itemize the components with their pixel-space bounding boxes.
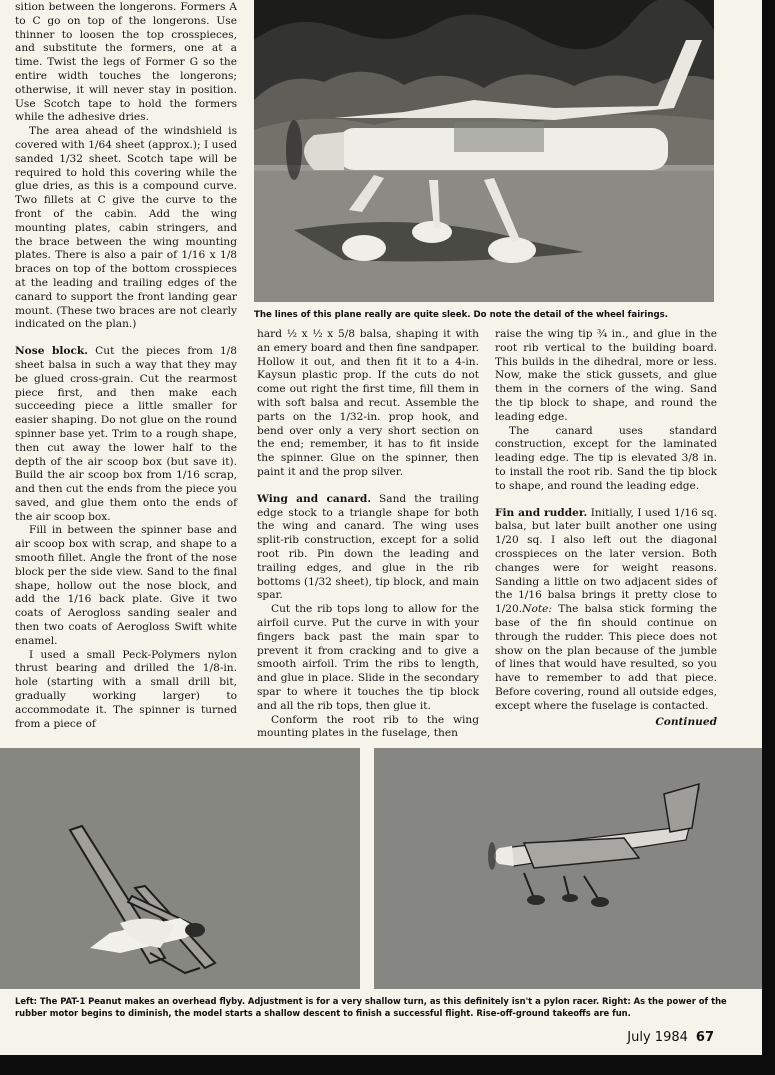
heading-wing-and-canard: Wing and canard.: [257, 492, 372, 505]
col3-note-text: The balsa stick forming the base of the fin should continue on through the rudder. This piece does not show on the plan because of the jumble of lines that would have resulted, so you have to remember to add that piece. Before covering, round all outside edges, except where the fuselage is contacted.: [495, 603, 717, 712]
col2-paragraph-wing-canard: [257, 493, 479, 603]
col3-paragraph-3-text: Initially, I used 1/16 sq. balsa, but later built another one using 1/20 sq. I also left out the diagonal crosspieces on the later version. Both changes were for weight reasons. Sanding a little on two adjacent sides of the 1/16 balsa brings it pretty close to 1/20.: [495, 506, 717, 616]
col1-paragraph-5: I used a small Peck-Polymers nylon thrust bearing and drilled the 1/8-in. hole (starting with a small drill bit, gradually working larger) to accommodate it. The spinner is turned from a piece of: [15, 648, 237, 730]
text-column-1: [15, 1, 237, 731]
col1-paragraph-1: sition between the longerons. Formers A to C go on top of the longerons. Use thinner to loosen the top crosspieces, and substitute the formers, one at a time. Twist the legs of Former G so the entire width touches the longerons; otherwise, it will never stay in position. Use Scotch tape to hold the formers while the adhesive dries.: [15, 1, 237, 124]
col1-paragraph-2: The area ahead of the windshield is covered with 1/64 sheet (approx.); I used sanded 1/32 sheet. Scotch tape will be required to hold this covering while the glue dries, as this is a compound curve. Two fillets at C give the curve to the front of the cabin. Add the wing mounting plates, cabin stringers, and the brace between the wing mounting plates. There is also a pair of 1/16 x 1/8 braces on top of the bottom crosspieces at the leading and trailing edges of the canard to support the front landing gear mount. (These two braces are not clearly indicated on the plan.): [15, 125, 237, 331]
page-footer: [627, 1030, 714, 1045]
col2-paragraph-2-text: Sand the trailing edge stock to a triangle shape for both the wing and canard. The wing uses split-rib construction, except for a solid root rib. Pin down the leading and trailing edges, and glue in the rib bottoms (1/32 sheet), tip block, and main spar.: [257, 492, 479, 602]
heading-nose-block: Nose block.: [15, 345, 88, 358]
continued-label: Continued: [655, 715, 717, 728]
note-label: Note:: [522, 603, 552, 616]
bottom-photo-caption: Left: The PAT-1 Peanut makes an overhead flyby. Adjustment is for a very shallow turn, as this definitely isn't a pylon racer. Right: As the power of the rubber motor begins to diminish, the model starts a shallow descent to finish a successful flight. Rise-off-ground takeoffs are fun.: [15, 996, 727, 1018]
text-column-3: [495, 328, 717, 729]
col1-paragraph-4: Fill in between the spinner base and air scoop box with scrap, and shape to a smooth fillet. Angle the front of the nose block per the side view. Sand to the final shape, hollow out the nose block, and add the 1/16 back plate. Give it two coats of Aerogloss sanding sealer and then two coats of Aerogloss Swift white enamel.: [15, 524, 237, 647]
photo-overhead-flyby: [0, 748, 360, 989]
heading-fin-and-rudder: Fin and rudder.: [495, 506, 588, 519]
col1-paragraph-3-text: Cut the pieces from 1/8 sheet balsa in such a way that they may be glued cross-grain. Cut the rearmost piece first, and then make each succeeding piece a little smaller for easier shaping. Do not glue on the round spinner base yet. Trim to a rough shape, then cut away the lower half to the depth of the air scoop box (but save it). Build the air scoop box from 1/16 scrap, and then cut the ends from the piece you saved, and glue them onto the ends of the air scoop box.: [15, 345, 237, 523]
col3-paragraph-fin-rudder: [495, 507, 717, 714]
col2-paragraph-4: Conform the root rib to the wing mounting plates in the fuselage, then: [257, 713, 479, 740]
photo-shallow-descent: [374, 748, 762, 989]
col1-paragraph-nose-block: [15, 345, 237, 524]
col3-paragraph-1: raise the wing tip ¾ in., and glue in the root rib vertical to the building board. This builds in the dihedral, more or less. Now, make the stick gussets, and glue them in the corners of the wing. Sand the tip block to shape, and round the leading edge.: [495, 328, 717, 423]
issue-date: July 1984: [627, 1030, 688, 1045]
col2-paragraph-1: hard ½ x ½ x 5/8 balsa, shaping it with an emery board and then fine sandpaper. Hollow it out, and then fit it to a 4-in. Kaysun plastic prop. If the cuts do not come out right the first time, fill them in with soft balsa and recut. Assemble the parts on the 1/32-in. prop hook, and bend over only a very short section on the end; remember, it has to fit inside the spinner. Glue on the spinner, then paint it and the prop silver.: [257, 328, 479, 478]
page-number: 67: [695, 1030, 714, 1045]
photo-model-on-ground: [254, 0, 714, 302]
col3-paragraph-2: The canard uses standard construction, except for the laminated leading edge. The tip is elevated 3/8 in. to install the root rib. Sand the tip block to shape, and round the leading edge.: [495, 424, 717, 492]
text-column-2: [257, 328, 479, 741]
col2-paragraph-3: Cut the rib tops long to allow for the airfoil curve. Put the curve in with your fingers back past the main spar to prevent it from cracking and to give a smooth airfoil. Trim the ribs to length, and glue in place. Slide in the secondary spar to where it touches the tip block and all the rib tops, then glue it.: [257, 603, 479, 712]
top-photo-caption: The lines of this plane really are quite sleek. Do note the detail of the wheel fairings.: [254, 310, 668, 320]
